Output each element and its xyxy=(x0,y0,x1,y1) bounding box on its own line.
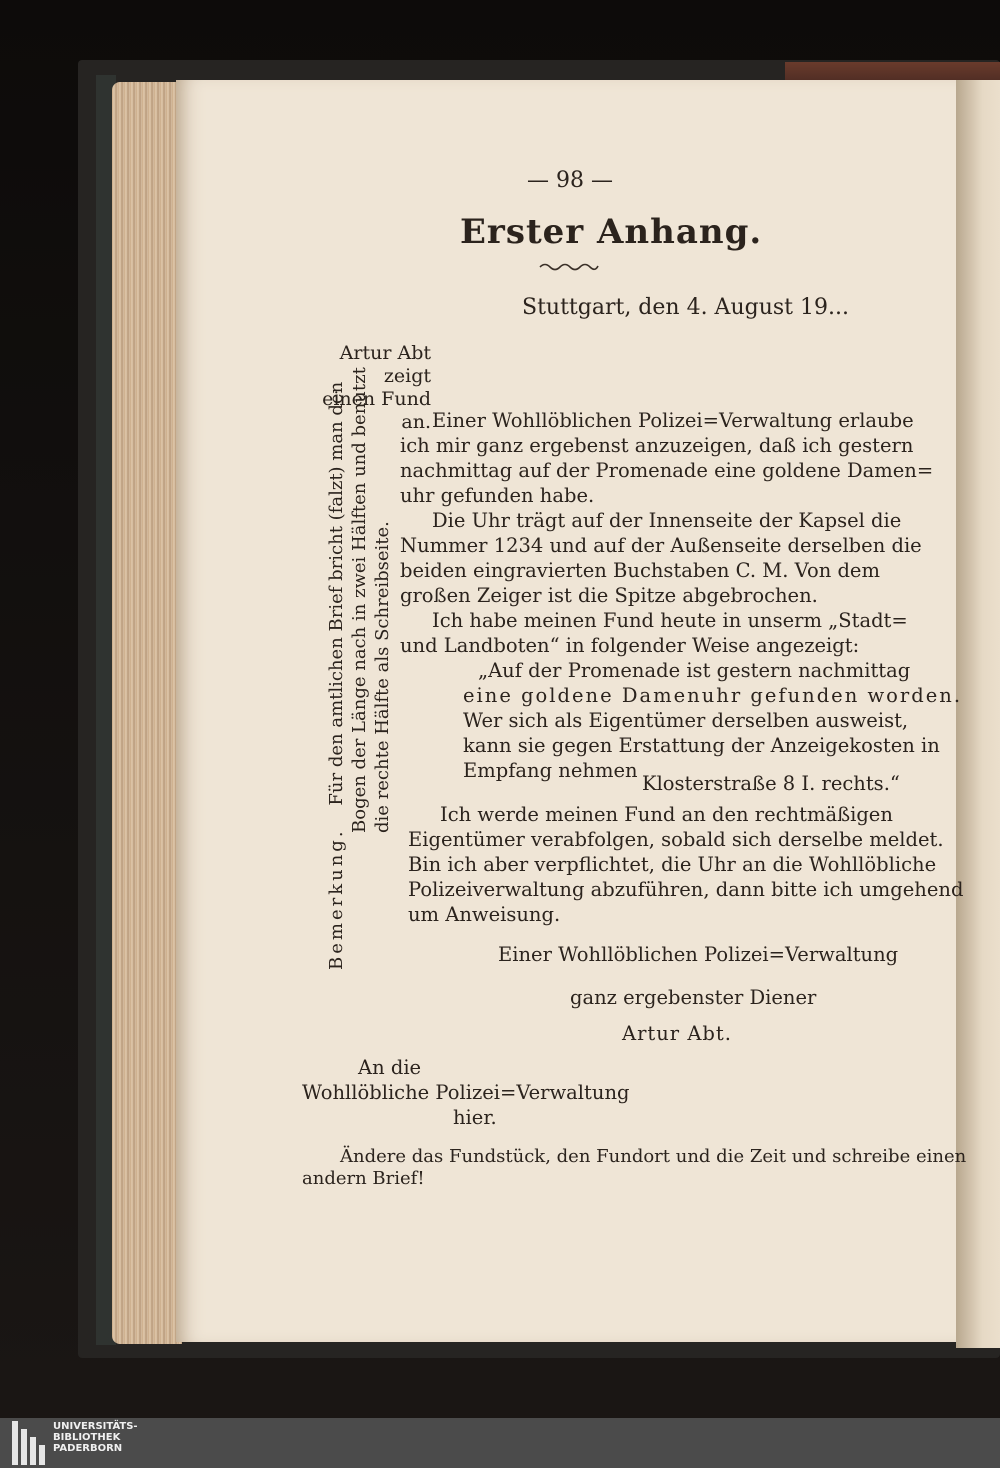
quote-line: kann sie gegen Erstattung der Anzeigekosten in xyxy=(463,734,940,757)
exercise-line: andern Brief! xyxy=(302,1168,425,1189)
footer-label: UNIVERSITÄTS- xyxy=(53,1421,138,1432)
remark-line: Für den amtlichen Brief bricht (falzt) man den xyxy=(326,381,347,806)
ornament-swirl xyxy=(538,261,600,271)
margin-note-line: Artur Abt zeigt xyxy=(339,342,431,387)
footer-label: PADERBORN xyxy=(53,1443,123,1454)
margin-note-line: einen Fund an. xyxy=(322,388,431,433)
quote-line: Wer sich als Eigentümer derselben ausweist, xyxy=(463,709,909,732)
closing-servant: ganz ergebenster Diener xyxy=(570,986,817,1009)
page-number: — 98 — xyxy=(527,168,613,193)
letter-line: um Anweisung. xyxy=(408,903,561,926)
remark-label: Bemerkung. xyxy=(326,828,347,970)
letter-line: Die Uhr trägt auf der Innenseite der Kapsel die xyxy=(432,509,902,532)
remark-line: Bogen der Länge nach in zwei Hälften und benutzt xyxy=(349,367,370,833)
quote-line: „Auf der Promenade ist gestern nachmittag xyxy=(478,659,911,682)
remark-line: die rechte Hälfte als Schreibseite. xyxy=(372,521,393,833)
address-line: An die xyxy=(358,1056,422,1079)
letter-line: Nummer 1234 und auf der Außenseite derselben die xyxy=(400,534,922,557)
letter-line: Ich werde meinen Fund an den rechtmäßigen xyxy=(440,803,893,826)
page-edges xyxy=(112,82,182,1344)
letter-line: und Landboten“ in folgender Weise angezeigt: xyxy=(400,634,860,657)
letter-line: Polizeiverwaltung abzuführen, dann bitte ich umgehend xyxy=(408,878,964,901)
letter-line: Bin ich aber verpflichtet, die Uhr an die Wohllöbliche xyxy=(408,853,937,876)
letter-line: nachmittag auf der Promenade eine goldene Damen= xyxy=(400,459,934,482)
letter-line: Einer Wohllöblichen Polizei=Verwaltung erlaube xyxy=(432,409,914,432)
quote-line: Empfang nehmen xyxy=(463,759,638,782)
address-line: hier. xyxy=(453,1106,497,1129)
page-title: Erster Anhang. xyxy=(460,212,763,252)
closing-salutation: Einer Wohllöblichen Polizei=Verwaltung xyxy=(498,943,899,966)
signature: Artur Abt. xyxy=(622,1022,732,1045)
library-logo-icon xyxy=(12,1421,48,1465)
footer-label: BIBLIOTHEK xyxy=(53,1432,121,1443)
letter-line: großen Zeiger ist die Spitze abgebrochen. xyxy=(400,584,818,607)
letter-line: Ich habe meinen Fund heute in unserm „Stadt= xyxy=(432,609,908,632)
address-line: Wohllöbliche Polizei=Verwaltung xyxy=(302,1081,630,1104)
letter-line: uhr gefunden habe. xyxy=(400,484,595,507)
quote-line: Klosterstraße 8 I. rechts.“ xyxy=(642,772,900,795)
quote-line: eine goldene Damenuhr gefunden worden. xyxy=(463,684,963,707)
letter-date: Stuttgart, den 4. August 19... xyxy=(522,295,849,320)
letter-line: ich mir ganz ergebenst anzuzeigen, daß ich gestern xyxy=(400,434,914,457)
letter-line: beiden eingravierten Buchstaben C. M. Von dem xyxy=(400,559,880,582)
letter-line: Eigentümer verabfolgen, sobald sich derselbe meldet. xyxy=(408,828,944,851)
exercise-line: Ändere das Fundstück, den Fundort und die Zeit und schreibe einen xyxy=(340,1146,967,1167)
library-footer xyxy=(0,1418,1000,1468)
